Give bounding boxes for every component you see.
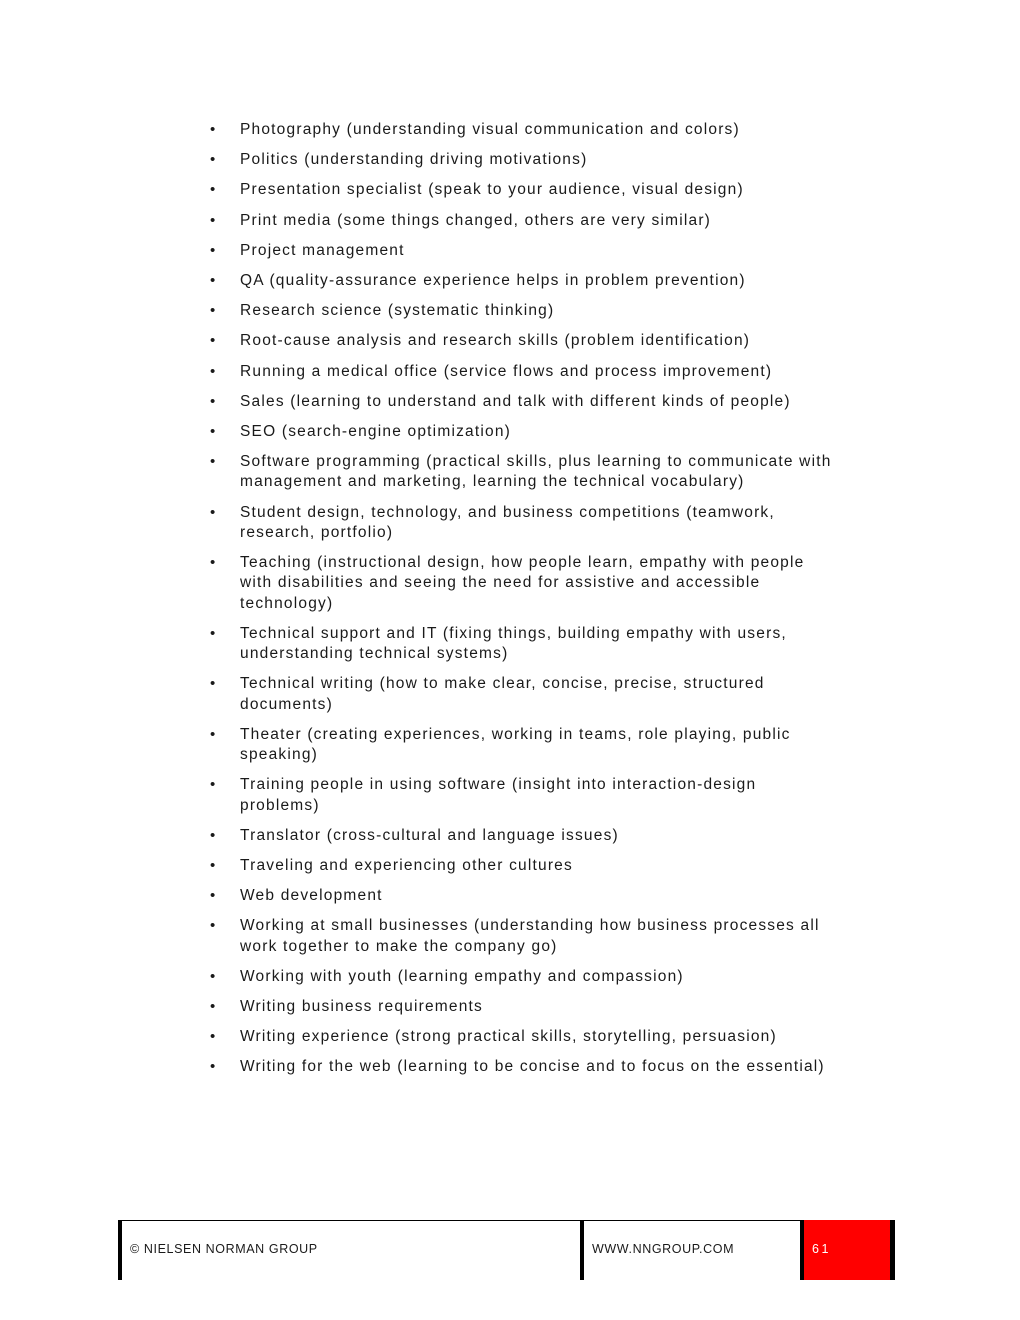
bullet-icon: •	[210, 302, 217, 320]
bullet-icon: •	[210, 887, 217, 905]
list-item-text: Working at small businesses (understanding how business processes all work together to make the company go)	[240, 917, 820, 955]
footer-website-cell	[584, 1220, 802, 1280]
list-item	[210, 452, 840, 493]
list-item-text: Traveling and experiencing other cultures	[240, 856, 573, 874]
list-item-text: Student design, technology, and business competitions (teamwork, research, portfolio)	[240, 503, 775, 541]
bullet-icon: •	[210, 503, 217, 521]
list-item	[210, 241, 840, 261]
list-item-text: Presentation specialist (speak to your audience, visual design)	[240, 181, 744, 199]
list-item-text: Sales (learning to understand and talk with different kinds of people)	[240, 392, 791, 410]
footer-copyright-cell	[118, 1220, 584, 1280]
list-item	[210, 553, 840, 614]
bullet-icon: •	[210, 422, 217, 440]
bullet-icon: •	[210, 826, 217, 844]
list-item	[210, 775, 840, 816]
list-item-text: Project management	[240, 241, 405, 259]
page-footer	[118, 1220, 895, 1280]
list-item	[210, 331, 840, 351]
list-item	[210, 211, 840, 231]
bullet-icon: •	[210, 776, 217, 794]
bullet-icon: •	[210, 181, 217, 199]
page-number: 61	[812, 1242, 831, 1256]
list-item-text: Technical writing (how to make clear, concise, precise, structured documents)	[240, 675, 765, 713]
list-item-text: Software programming (practical skills, plus learning to communicate with management and marketing, learning the technical vocabulary)	[240, 453, 832, 491]
list-item	[210, 856, 840, 876]
list-item-text: Writing business requirements	[240, 997, 483, 1015]
list-item-text: Translator (cross-cultural and language issues)	[240, 826, 619, 844]
list-item-text: Web development	[240, 887, 383, 905]
bullet-icon: •	[210, 917, 217, 935]
bullet-icon: •	[210, 332, 217, 350]
list-item	[210, 422, 840, 442]
bullet-icon: •	[210, 241, 217, 259]
list-item-text: Root-cause analysis and research skills (problem identification)	[240, 332, 751, 350]
list-item	[210, 997, 840, 1017]
bullet-icon: •	[210, 271, 217, 289]
list-item-text: Writing for the web (learning to be concise and to focus on the essential)	[240, 1058, 825, 1076]
list-item	[210, 826, 840, 846]
list-item	[210, 725, 840, 766]
list-item	[210, 967, 840, 987]
list-item-text: Writing experience (strong practical skills, storytelling, persuasion)	[240, 1028, 777, 1046]
list-item	[210, 301, 840, 321]
list-item	[210, 624, 840, 665]
bullet-icon: •	[210, 624, 217, 642]
list-item-text: Research science (systematic thinking)	[240, 302, 555, 320]
bullet-icon: •	[210, 362, 217, 380]
list-item-text: Teaching (instructional design, how people learn, empathy with people with disabilities and seeing the need for assistive and accessible technology)	[240, 554, 805, 612]
bullet-icon: •	[210, 725, 217, 743]
list-item	[210, 180, 840, 200]
bullet-icon: •	[210, 1028, 217, 1046]
bullet-icon: •	[210, 1058, 217, 1076]
footer-copyright: © NIELSEN NORMAN GROUP	[130, 1242, 318, 1256]
bullet-icon: •	[210, 967, 217, 985]
bullet-icon: •	[210, 675, 217, 693]
list-item-text: Technical support and IT (fixing things, building empathy with users, understanding technical systems)	[240, 624, 787, 663]
bullet-icon: •	[210, 211, 217, 229]
bullet-icon: •	[210, 453, 217, 471]
list-item	[210, 392, 840, 412]
list-item	[210, 886, 840, 906]
list-item	[210, 503, 840, 544]
footer-website-link[interactable]: WWW.NNGROUP.COM	[592, 1242, 735, 1256]
bullet-icon: •	[210, 151, 217, 169]
list-item-text: SEO (search-engine optimization)	[240, 422, 512, 440]
list-item	[210, 916, 840, 957]
list-item	[210, 362, 840, 382]
list-item-text: QA (quality-assurance experience helps in problem prevention)	[240, 271, 746, 289]
list-item	[210, 120, 840, 140]
list-item-text: Photography (understanding visual communication and colors)	[240, 121, 740, 138]
list-item	[210, 1027, 840, 1047]
footer-page-number-cell	[800, 1220, 895, 1280]
bullet-icon: •	[210, 997, 217, 1015]
list-item	[210, 271, 840, 291]
list-item-text: Training people in using software (insight into interaction-design problems)	[240, 776, 757, 814]
bullet-list	[210, 120, 840, 1088]
list-item-text: Running a medical office (service flows and process improvement)	[240, 362, 773, 380]
bullet-icon: •	[210, 392, 217, 410]
bullet-icon: •	[210, 121, 217, 138]
bullet-icon: •	[210, 554, 217, 572]
list-item-text: Print media (some things changed, others are very similar)	[240, 211, 712, 229]
list-item-text: Politics (understanding driving motivations)	[240, 151, 588, 169]
list-item	[210, 150, 840, 170]
list-item-text: Working with youth (learning empathy and compassion)	[240, 967, 684, 985]
bullet-icon: •	[210, 856, 217, 874]
list-item	[210, 674, 840, 715]
list-item	[210, 1057, 840, 1077]
list-item-text: Theater (creating experiences, working in teams, role playing, public speaking)	[240, 725, 791, 764]
